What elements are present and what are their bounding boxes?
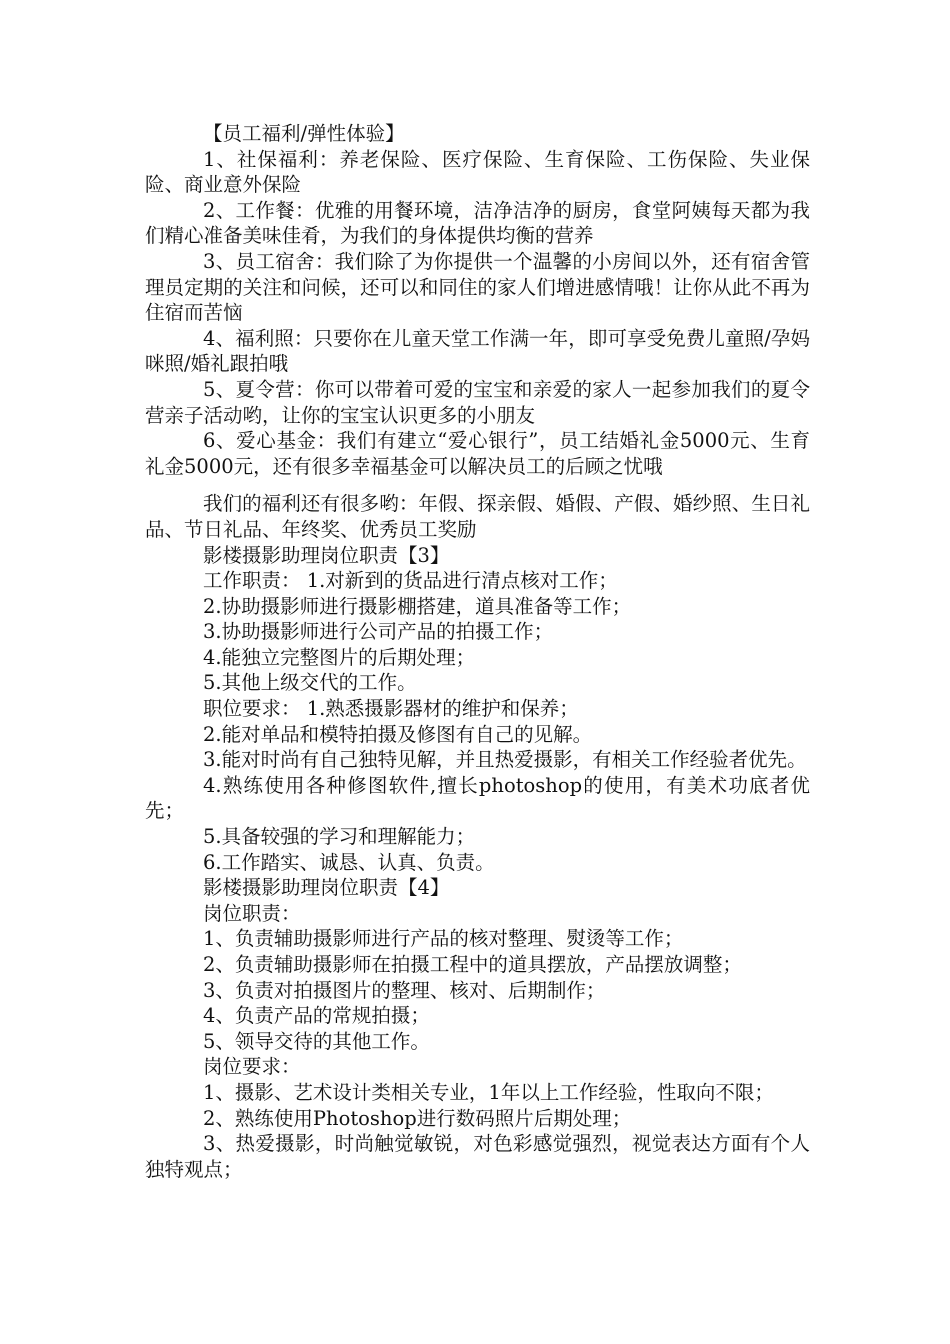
section-heading-benefits: 【员工福利/弹性体验】 bbox=[203, 122, 405, 145]
section-heading-duties-4: 影楼摄影助理岗位职责【4】 bbox=[203, 876, 450, 900]
duty-item: 工作职责： 1.对新到的货品进行清点核对工作； bbox=[203, 569, 618, 593]
duty-item: 3、负责对拍摄图片的整理、核对、后期制作； bbox=[203, 978, 606, 1002]
requirement-item: 职位要求： 1.熟悉摄影器材的维护和保养； bbox=[203, 697, 579, 721]
duty-item: 5.其他上级交代的工作。 bbox=[203, 671, 417, 695]
benefit-item-summer-camp: 5、夏令营：你可以带着可爱的宝宝和亲爱的家人一起参加我们的夏令营亲子活动哟，让你的宝宝认识更多的小朋友 bbox=[145, 377, 810, 427]
section-heading-duties-3: 影楼摄影助理岗位职责【3】 bbox=[203, 543, 450, 567]
benefit-item-love-fund: 6、爱心基金：我们有建立“爱心银行”，员工结婚礼金5000元、生育礼金5000元，还有很多幸福基金可以解决员工的后顾之忧哦 bbox=[145, 429, 810, 478]
requirement-item: 4.熟练使用各种修图软件,擅长photoshop的使用，有美术功底者优先； bbox=[145, 773, 810, 823]
duty-item: 2.协助摄影师进行摄影棚搭建，道具准备等工作； bbox=[203, 594, 632, 618]
duty-item: 1、负责辅助摄影师进行产品的核对整理、熨烫等工作； bbox=[203, 927, 684, 951]
duty-item: 4.能独立完整图片的后期处理； bbox=[203, 645, 476, 669]
benefit-item-photos: 4、福利照：只要你在儿童天堂工作满一年，即可享受免费儿童照/孕妈咪照/婚礼跟拍哦 bbox=[145, 326, 810, 376]
requirement-item: 3.能对时尚有自己独特见解，并且热爱摄影，有相关工作经验者优先。 bbox=[203, 748, 807, 772]
document-body bbox=[145, 121, 810, 1182]
paragraph-gap bbox=[145, 479, 810, 491]
requirement-item: 6.工作踏实、诚恳、认真、负责。 bbox=[203, 850, 495, 874]
duty-item: 3.协助摄影师进行公司产品的拍摄工作； bbox=[203, 620, 554, 644]
requirement-item: 5.具备较强的学习和理解能力； bbox=[203, 825, 476, 849]
benefit-item-dormitory: 3、员工宿舍：我们除了为你提供一个温馨的小房间以外，还有宿舍管理员定期的关注和问候，还可以和同住的家人们增进感情哦！让你从此不再为住宿而苦恼 bbox=[145, 249, 810, 325]
benefit-item-social-insurance: 1、社保福利：养老保险、医疗保险、生育保险、工伤保险、失业保险、商业意外保险 bbox=[145, 147, 810, 197]
duty-item: 2、负责辅助摄影师在拍摄工程中的道具摆放，产品摆放调整； bbox=[203, 953, 742, 976]
requirement-item: 3、热爱摄影，时尚触觉敏锐，对色彩感觉强烈，视觉表达方面有个人独特观点； bbox=[145, 1132, 810, 1181]
requirement-item: 1、摄影、艺术设计类相关专业，1年以上工作经验，性取向不限； bbox=[203, 1080, 774, 1104]
subheading-duties: 岗位职责： bbox=[203, 901, 301, 925]
requirement-item: 2.能对单品和模特拍摄及修图有自己的见解。 bbox=[203, 722, 593, 746]
benefit-summary: 我们的福利还有很多哟：年假、探亲假、婚假、产假、婚纱照、生日礼品、节日礼品、年终奖、优秀员工奖励 bbox=[145, 492, 810, 541]
subheading-requirements: 岗位要求： bbox=[203, 1055, 301, 1079]
duty-item: 4、负责产品的常规拍摄； bbox=[203, 1004, 430, 1028]
benefit-item-meals: 2、工作餐：优雅的用餐环境，洁净洁净的厨房，食堂阿姨每天都为我们精心准备美味佳肴，为我们的身体提供均衡的营养 bbox=[145, 198, 810, 248]
duty-item: 5、领导交待的其他工作。 bbox=[203, 1029, 430, 1053]
requirement-item: 2、熟练使用Photoshop进行数码照片后期处理； bbox=[203, 1106, 632, 1130]
